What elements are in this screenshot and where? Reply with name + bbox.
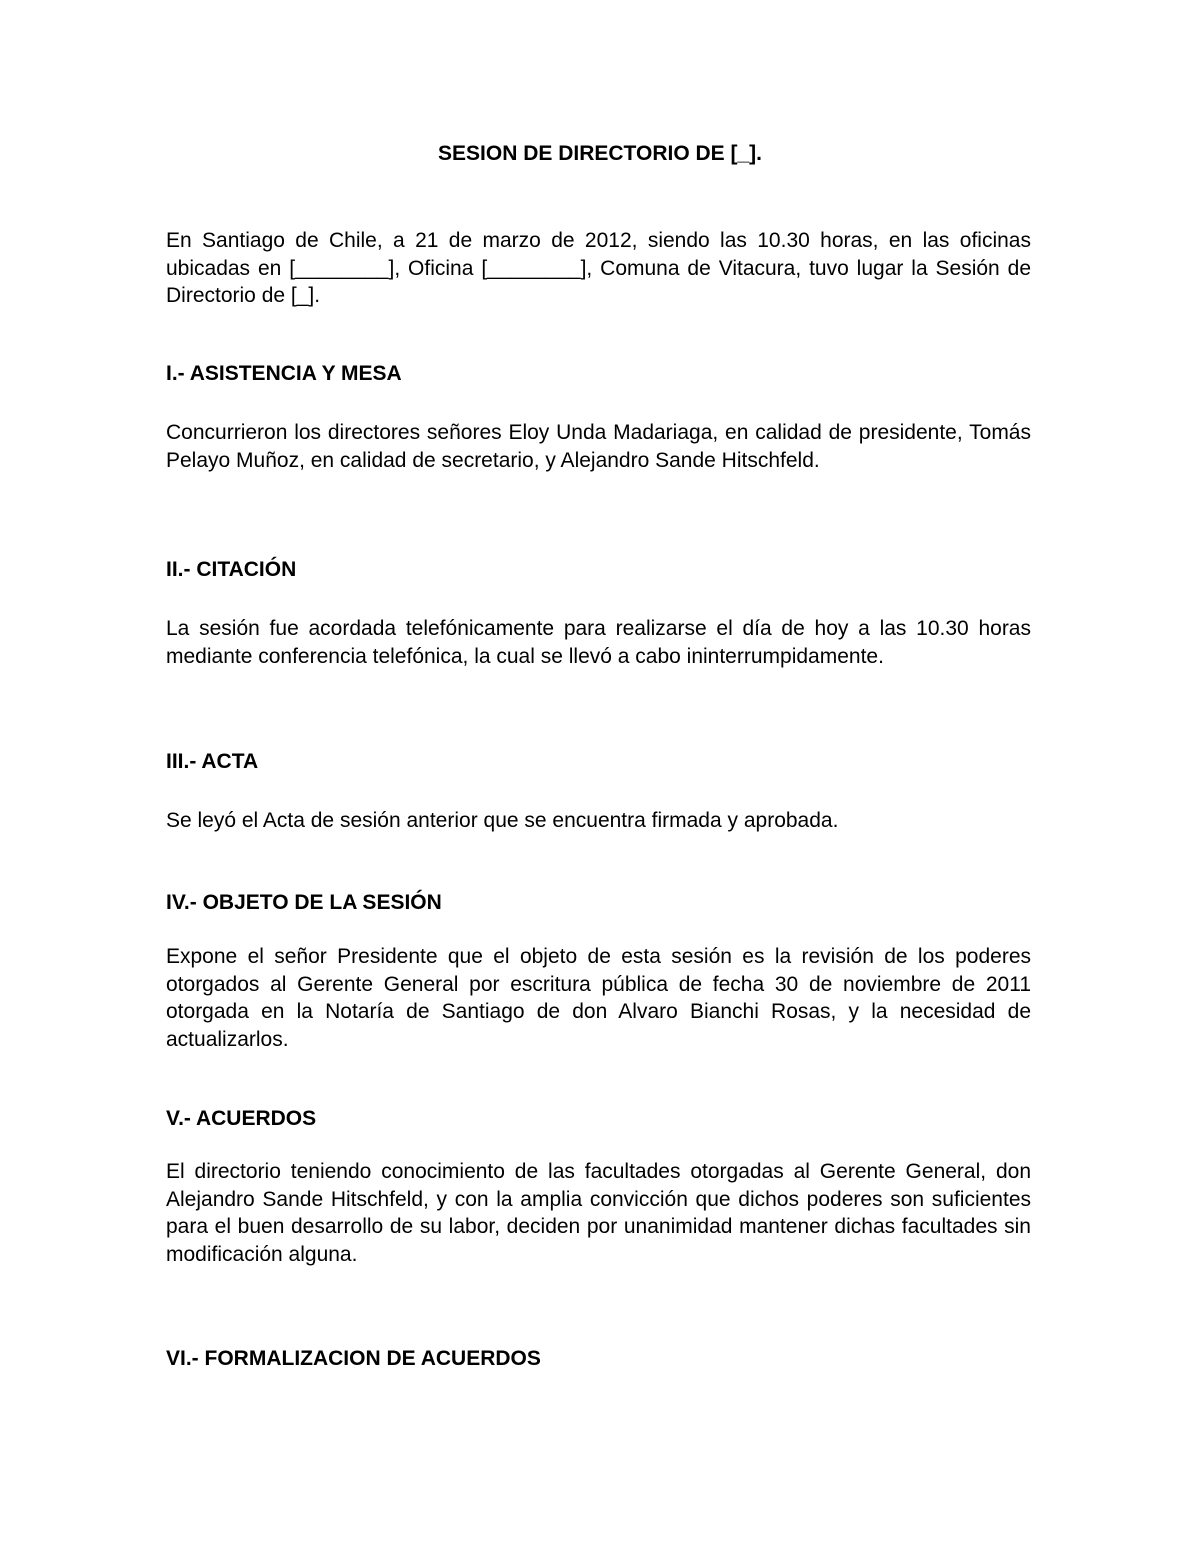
section-heading-asistencia: I.- ASISTENCIA Y MESA xyxy=(166,362,402,385)
section-heading-acuerdos: V.- ACUERDOS xyxy=(166,1107,317,1130)
section-body-citacion: La sesión fue acordada telefónicamente para realizarse el día de hoy a las 10.30 horas mediante conferencia telefónica, la cual se llevó a cabo ininterrumpidamente. xyxy=(166,617,1031,668)
section-body-asistencia: Concurrieron los directores señores Eloy Unda Madariaga, en calidad de presidente, Tomás Pelayo Muñoz, en calidad de secretario, y Alejandro Sande Hitschfeld. xyxy=(166,421,1031,472)
document-title: SESION DE DIRECTORIO DE [_]. xyxy=(438,142,762,165)
section-heading-formalizacion: VI.- FORMALIZACION DE ACUERDOS xyxy=(166,1347,541,1370)
intro-paragraph: En Santiago de Chile, a 21 de marzo de 2012, siendo las 10.30 horas, en las oficinas ubicadas en [________], Oficina [________], Comuna de Vitacura, tuvo lugar la Sesión de Directorio de [_]. xyxy=(166,229,1031,307)
section-heading-acta: III.- ACTA xyxy=(166,750,259,773)
section-heading-citacion: II.- CITACIÓN xyxy=(166,558,297,581)
section-heading-objeto: IV.- OBJETO DE LA SESIÓN xyxy=(166,891,442,914)
section-body-objeto: Expone el señor Presidente que el objeto de esta sesión es la revisión de los poderes otorgados al Gerente General por escritura pública de fecha 30 de noviembre de 2011 otorgada en la Notaría de Santiago de don Alvaro Bianchi Rosas, y la necesidad de actualizarlos. xyxy=(166,945,1031,1051)
section-body-acuerdos: El directorio teniendo conocimiento de las facultades otorgadas al Gerente General, don Alejandro Sande Hitschfeld, y con la amplia convicción que dichos poderes son suficientes para el buen desarrollo de su labor, deciden por unanimidad mantener dichas facultades sin modificación alguna. xyxy=(166,1160,1031,1266)
section-body-acta: Se leyó el Acta de sesión anterior que se encuentra firmada y aprobada. xyxy=(166,809,839,832)
